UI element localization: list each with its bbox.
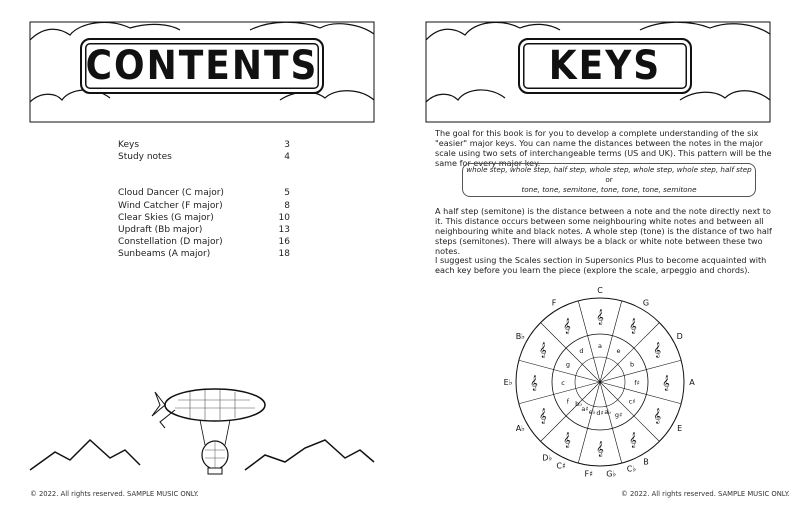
major-key-label: C♯ <box>556 461 566 471</box>
treble-clef-icon: 𝄞 <box>629 433 637 449</box>
scales-paragraph: I suggest using the Scales section in Supersonics Plus to become acquainted with each key before you learn the piece (explore the scale, arpeggio and chords). <box>435 255 767 275</box>
airship-mountains-illustration <box>0 370 400 485</box>
treble-clef-icon: 𝄞 <box>653 343 662 358</box>
major-key-label: F <box>551 298 557 308</box>
page-title: KEYS <box>518 38 692 94</box>
minor-key-label: a♭ <box>604 407 612 416</box>
major-key-label: C♭ <box>626 464 637 474</box>
minor-key-label: f <box>566 397 570 406</box>
minor-key-label: a♯ <box>581 404 589 413</box>
minor-key-label: b♭ <box>575 400 583 409</box>
treble-clef-icon: 𝄞 <box>538 409 547 424</box>
step-pattern-box <box>462 163 756 197</box>
pattern-uk: tone, tone, semitone, tone, tone, tone, semitone <box>521 185 697 194</box>
toc-row[interactable]: Wind Catcher (F major) 8 <box>118 200 290 211</box>
minor-key-label: a <box>598 342 602 350</box>
major-key-label: C <box>597 286 603 295</box>
major-key-label: A <box>689 378 695 387</box>
toc-row[interactable]: Keys 3 <box>118 140 290 150</box>
major-key-label: B <box>643 457 649 467</box>
treble-clef-icon: 𝄞 <box>596 310 604 325</box>
toc-row[interactable]: Study notes 4 <box>118 152 290 163</box>
toc-row[interactable]: Sunbeams (A major) 18 <box>118 249 290 260</box>
minor-key-label: d♯ <box>596 409 604 417</box>
right-page <box>400 0 800 518</box>
treble-clef-icon: 𝄞 <box>563 318 571 334</box>
major-key-label: E <box>677 424 683 433</box>
circle-of-fifths-diagram <box>500 286 700 486</box>
toc-row[interactable]: Cloud Dancer (C major) 5 <box>118 188 290 199</box>
major-key-label: B♭ <box>515 332 525 341</box>
treble-clef-icon: 𝄞 <box>653 409 662 424</box>
minor-key-label: b <box>629 360 635 369</box>
intro-paragraph: The goal for this book is for you to develop a complete understanding of the six "easier" major keys. You can name the distances between the notes in the major scale using two sets of interchangeable terms (US and UK). This pattern will be the same for every major key. <box>435 128 772 168</box>
minor-key-label: f♯ <box>634 379 640 387</box>
pattern-or: or <box>605 175 613 184</box>
treble-clef-icon: 𝄞 <box>563 433 571 449</box>
minor-key-label: g <box>565 360 571 369</box>
treble-clef-icon: 𝄞 <box>538 343 547 358</box>
minor-key-label: g♯ <box>614 411 623 420</box>
major-key-label: G <box>642 298 650 308</box>
minor-key-label: c <box>561 379 565 387</box>
table-of-contents <box>118 139 290 261</box>
half-step-paragraph: A half step (semitone) is the distance between a note and the note directly next to it. This distance occurs between some neighbouring white notes and between all neighbouring white and black notes. A whole step (tone) is the distance of two half steps (semitones). There will always be a black or white note between these two notes. <box>435 206 772 256</box>
copyright-footer: © 2022. All rights reserved. SAMPLE MUSIC ONLY. <box>30 490 199 498</box>
treble-clef-icon: 𝄞 <box>596 442 604 457</box>
toc-row[interactable]: Clear Skies (G major) 10 <box>118 212 290 223</box>
major-key-label: D♭ <box>542 453 553 463</box>
pattern-us: whole step, whole step, half step, whole step, whole step, whole step, half step <box>466 165 752 174</box>
copyright-footer: © 2022. All rights reserved. SAMPLE MUSIC ONLY. <box>621 490 790 498</box>
minor-key-label: c♯ <box>628 397 636 406</box>
toc-row[interactable]: Constellation (D major) 16 <box>118 237 290 248</box>
minor-key-label: e♭ <box>588 407 596 416</box>
minor-key-label: e <box>616 346 621 355</box>
major-key-label: E♭ <box>503 378 513 387</box>
major-key-label: G♭ <box>606 469 617 479</box>
major-key-label: D <box>676 332 683 341</box>
major-key-label: F♯ <box>584 469 594 479</box>
treble-clef-icon: 𝄞 <box>530 376 538 391</box>
treble-clef-icon: 𝄞 <box>662 376 670 391</box>
minor-key-label: d <box>579 346 584 355</box>
page-title: CONTENTS <box>80 38 324 94</box>
major-key-label: A♭ <box>515 424 525 433</box>
treble-clef-icon: 𝄞 <box>629 318 637 334</box>
toc-row[interactable]: Updraft (Bb major) 13 <box>118 225 290 236</box>
